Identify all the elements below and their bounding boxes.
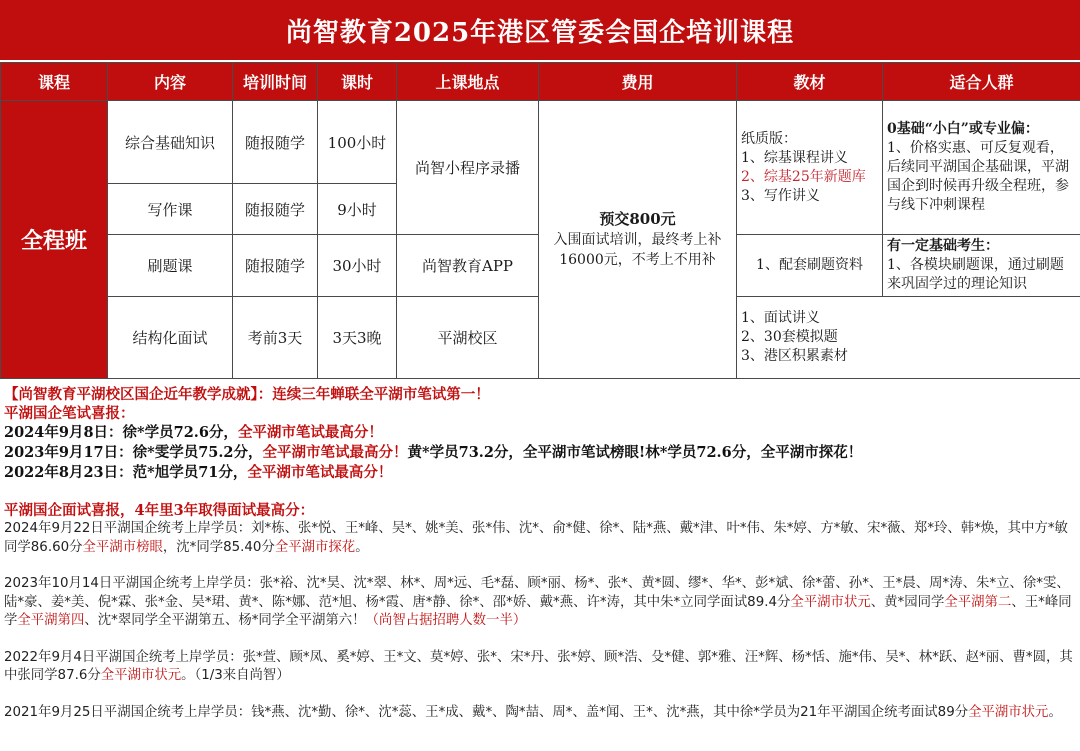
written-result: 2022年8月23日：范*旭学员71分，全平湖市笔试最高分！	[4, 464, 393, 481]
location-app: 尚智教育APP	[397, 235, 539, 297]
interview-result-2022: 2022年9月4日平湖国企统考上岸学员：张*萱、顾*凤、奚*婷、王*文、莫*婷、张*、宋*丹、张*婷、顾*浩、殳*健、郭*雅、汪*辉、杨*恬、施*伟、吴*、林*跃、赵*丽、曹*圆，其中张同学87.6分全平湖市状元。（1/3来自尚智）	[4, 649, 1073, 683]
fee-line1: 入围面试培训，最终考上补	[553, 232, 722, 248]
materials-paper-1: 1、综基课程讲义	[741, 149, 848, 166]
interview-result-2024: 2024年9月22日平湖国企统考上岸学员：刘*栋、张*悦、王*峰、吴*、姚*美、张*伟、沈*、俞*健、徐*、陆*燕、戴*津、叶*伟、朱*婷、方*敏、宋*薇、郑*玲、韩*焕，其中方*敏同学86.60分全平湖市榜眼，沈*同学85.40分全平湖市探花。	[4, 521, 1068, 555]
materials-paper	[737, 101, 883, 235]
header-time: 培训时间	[233, 63, 318, 101]
course-table	[0, 62, 1080, 379]
materials-interview-1: 1、面试讲义	[741, 310, 820, 326]
row-time: 随报随学	[233, 101, 318, 184]
materials-interview-3: 3、港区积累素材	[741, 348, 848, 364]
page-title: 尚智教育2025年港区管委会国企培训课程	[0, 0, 1080, 62]
table-header-row	[1, 63, 1080, 101]
interview-result-2021: 2021年9月25日平湖国企统考上岸学员：钱*燕、沈*勤、徐*、沈*蕊、王*成、戴*、陶*喆、周*、盖*闻、王*、沈*燕，其中徐*学员为21年平湖国企统考面试89分全平湖市状元。	[4, 704, 1062, 720]
audience-beginner-title: 0基础“小白”或专业偏：	[887, 121, 1039, 137]
audience-beginner	[883, 101, 1080, 235]
materials-paper-2: 2、综基25年新题库	[741, 168, 866, 185]
fee-cell	[539, 101, 737, 379]
audience-advanced-text: 1、各模块刷题课，通过刷题来巩固学过的理论知识	[887, 257, 1064, 292]
row-content: 综合基础知识	[108, 101, 233, 184]
materials-drill: 1、配套刷题资料	[737, 235, 883, 297]
fee-headline: 预交800元	[599, 210, 676, 228]
row-content: 写作课	[108, 184, 233, 235]
row-hours: 100小时	[318, 101, 397, 184]
row-content: 刷题课	[108, 235, 233, 297]
audience-advanced-title: 有一定基础考生：	[887, 238, 999, 254]
header-content: 内容	[108, 63, 233, 101]
row-content: 结构化面试	[108, 297, 233, 379]
written-result: 2024年9月8日：徐*学员72.6分，全平湖市笔试最高分！	[4, 424, 383, 441]
row-hours: 9小时	[318, 184, 397, 235]
location-campus: 平湖校区	[397, 297, 539, 379]
written-heading: 平湖国企笔试喜报：	[4, 405, 135, 422]
header-hours: 课时	[318, 63, 397, 101]
table-row	[1, 101, 1080, 184]
header-audience: 适合人群	[883, 63, 1080, 101]
header-course: 课程	[1, 63, 108, 101]
written-result: 2023年9月17日：徐*雯学员75.2分，全平湖市笔试最高分！黄*学员73.2分，全平湖市笔试榜眼!林*学员72.6分，全平湖市探花！	[4, 444, 863, 461]
row-time: 考前3天	[233, 297, 318, 379]
course-name: 全程班	[1, 101, 108, 379]
audience-beginner-text: 1、价格实惠、可反复观看，后续同平湖国企基础课，平湖国企到时候再升级全程班，参与线下冲刺课程	[887, 140, 1069, 213]
materials-interview-2: 2、30套模拟题	[741, 329, 838, 345]
materials-paper-3: 3、写作讲义	[741, 187, 820, 204]
row-hours: 30小时	[318, 235, 397, 297]
achievements-section	[4, 385, 1076, 722]
fee-line2: 16000元，不考上不用补	[559, 252, 716, 268]
materials-paper-title: 纸质版：	[741, 130, 797, 147]
row-time: 随报随学	[233, 235, 318, 297]
header-materials: 教材	[737, 63, 883, 101]
row-hours: 3天3晚	[318, 297, 397, 379]
materials-interview	[737, 297, 1080, 379]
interview-heading: 平湖国企面试喜报，4年里3年取得面试最高分：	[4, 502, 315, 519]
location-online: 尚智小程序录播	[397, 101, 539, 235]
audience-advanced	[883, 235, 1080, 297]
row-time: 随报随学	[233, 184, 318, 235]
header-location: 上课地点	[397, 63, 539, 101]
achievements-heading: 【尚智教育平湖校区国企近年教学成就】：连续三年蝉联全平湖市笔试第一！	[4, 386, 490, 403]
header-fee: 费用	[539, 63, 737, 101]
interview-result-2023: 2023年10月14日平湖国企统考上岸学员：张*裕、沈*昊、沈*翠、林*、周*远、毛*磊、顾*丽、杨*、张*、黄*圆、缪*、华*、彭*斌、徐*蕾、孙*、王*晨、周*涛、朱*立、徐*雯、陆*豪、姜*美、倪*霖、张*金、吴*珺、黄*、陈*娜、范*旭、杨*霞、唐*静、徐*、邵*娇、戴*燕、许*涛，其中朱*立同学面试89.4分全平湖市状元、黄*园同学全平湖第二、王*峰同学全平湖第四、沈*翠同学全平湖第五、杨*同学全平湖第六！（尚智占据招聘人数一半）	[4, 576, 1072, 628]
